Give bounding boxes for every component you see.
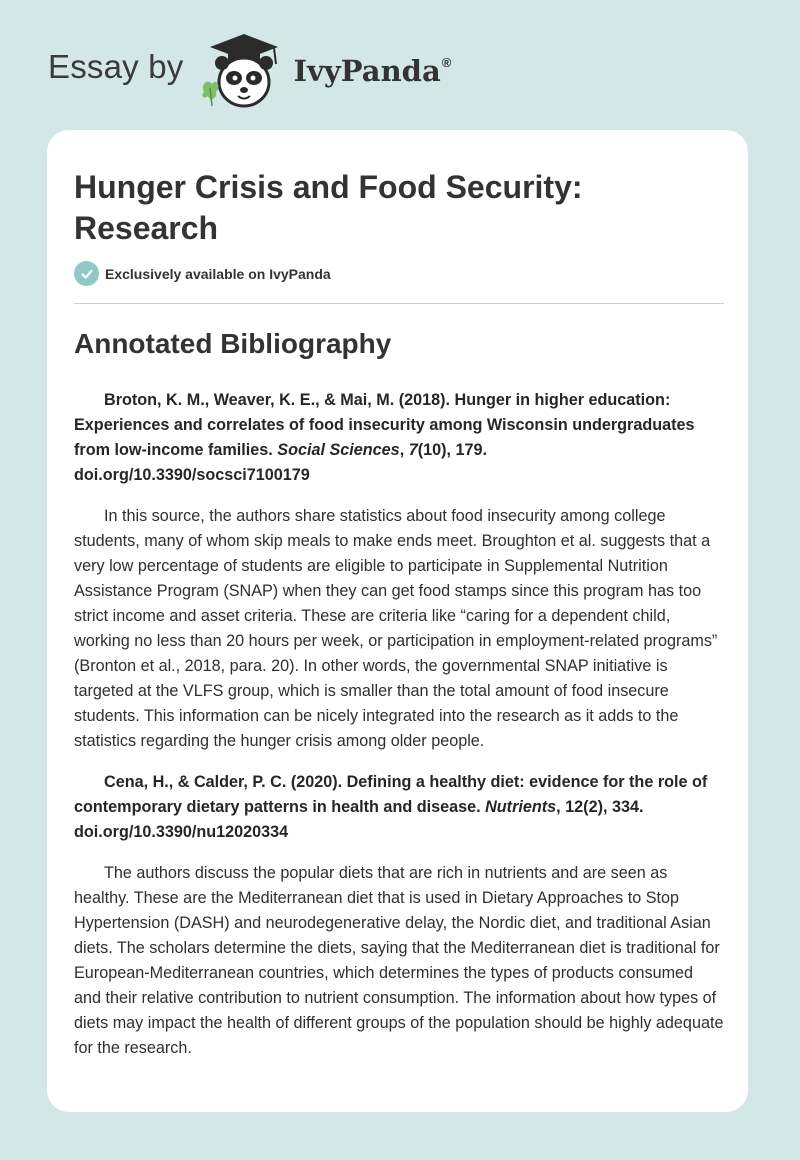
checkmark-icon (74, 261, 99, 286)
annotation-paragraph: In this source, the authors share statistics about food insecurity among college students, many of whom skip meals to make ends meet. Broughton et al. suggests that a very low percentage of students are eligible to participate in Supplemental Nutrition Assistance Program (SNAP) when they can get food stamps since this program has too strict income and asset criteria. These are criteria like “caring for a dependent child, working no less than 20 hours per week, or participation in employment-related programs” (Bronton et al., 2018, para. 20). In other words, the governmental SNAP initiative is targeted at the VLFS group, which is smaller than the total amount of food insecure students. This information can be nicely integrated into the research as it adds to the statistics regarding the hunger crisis among older people. (74, 507, 718, 750)
essay-card (47, 130, 748, 1112)
reference-entry: Broton, K. M., Weaver, K. E., & Mai, M. (2018). Hunger in higher education: Experiences and correlates of food insecurity among Wisconsin undergraduates from low-income families. Social Sciences, 7(10), 179. doi.org/10.3390/socsci7100179 (74, 391, 695, 484)
exclusive-badge (74, 261, 331, 286)
essay-by-label: Essay by (48, 48, 184, 85)
article-body (74, 388, 724, 1077)
reference-entry: Cena, H., & Calder, P. C. (2020). Defining a healthy diet: evidence for the role of contemporary dietary patterns in health and disease. Nutrients, 12(2), 334. doi.org/10.3390/nu12020334 (74, 773, 708, 841)
brand-name[interactable]: IvyPanda® (293, 54, 452, 88)
divider (74, 303, 724, 304)
site-header (48, 30, 548, 110)
essay-title: Hunger Crisis and Food Security: Research (74, 169, 583, 246)
section-heading: Annotated Bibliography (74, 328, 392, 359)
panda-logo-icon[interactable] (198, 30, 290, 110)
annotation-paragraph: The authors discuss the popular diets that are rich in nutrients and are seen as healthy. These are the Mediterranean diet that is used in Dietary Approaches to Stop Hypertension (DASH) and neurodegenerative delay, the Nordic diet, and traditional Asian diets. The scholars determine the diets, saying that the Mediterranean diet is traditional for European-Mediterranean countries, which determines the types of products consumed and their relative contribution to nutrient consumption. The information about how types of diets may impact the health of different groups of the population should be highly adequate for the research. (74, 864, 724, 1057)
exclusive-label: Exclusively available on IvyPanda (105, 265, 331, 282)
